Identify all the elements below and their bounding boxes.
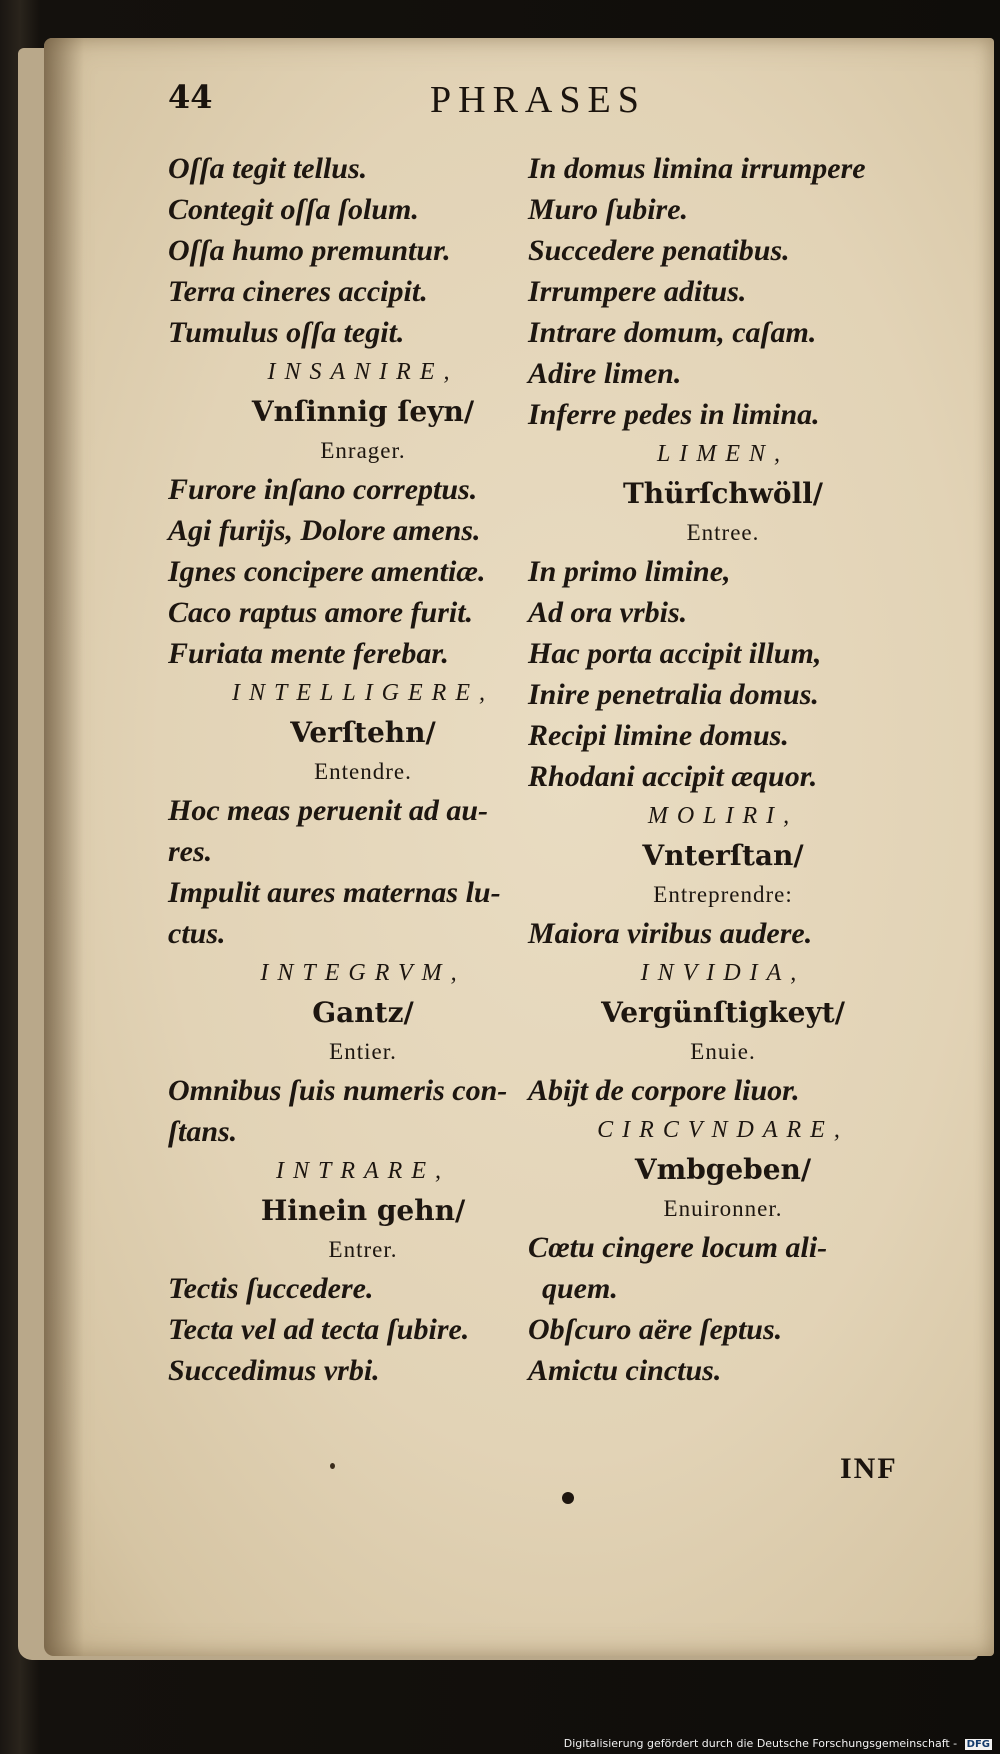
phrase-line: Impulit aures maternas lu-	[168, 876, 501, 909]
phrase-line: Tecta vel ad tecta ſubire.	[168, 1313, 470, 1346]
phrase-line: Terra cineres accipit.	[168, 275, 428, 308]
phrase-line: In domus limina irrumpere	[528, 152, 866, 185]
entry-heading: LIMEN,	[657, 441, 789, 467]
french-gloss: Entreprendre:	[653, 882, 793, 907]
german-gloss: Verſtehn/	[290, 716, 436, 749]
phrase-line: Intrare domum, caſam.	[528, 316, 817, 349]
entry-heading: INVIDIA,	[640, 960, 806, 986]
phrase-line: Hoc meas peruenit ad au-	[168, 794, 488, 827]
phrase-line: ſtans.	[168, 1115, 238, 1148]
french-gloss: Entree.	[686, 520, 760, 545]
ink-mark	[330, 1463, 335, 1469]
phrase-line: In primo limine,	[528, 555, 731, 588]
dfg-logo: DFG	[966, 1739, 990, 1750]
phrase-line: Caco raptus amore furit.	[168, 596, 474, 629]
phrase-line: Ad ora vrbis.	[528, 596, 688, 629]
credit-text: Digitalisierung gefördert durch die Deutsche Forschungsgemeinschaft -	[563, 1737, 958, 1750]
phrase-line: Tumulus oſſa tegit.	[168, 316, 405, 349]
entry-heading: INTEGRVM,	[260, 960, 466, 986]
german-gloss: Hinein gehn/	[260, 1194, 466, 1227]
phrase-line: Inferre pedes in limina.	[528, 398, 820, 431]
french-gloss: Entier.	[329, 1039, 397, 1064]
left-column	[168, 148, 558, 1391]
catchword: INF	[840, 1452, 898, 1485]
entry-heading: INTELLIGERE,	[231, 680, 494, 706]
german-gloss: Gantz/	[312, 996, 414, 1029]
phrase-line: Ignes concipere amentiæ.	[168, 555, 486, 588]
phrase-line: Rhodani accipit æquor.	[528, 760, 818, 793]
running-head: PHRASES	[430, 79, 646, 121]
phrase-line: Agi furijs, Dolore amens.	[168, 514, 481, 547]
page-header	[0, 78, 1000, 138]
phrase-line: Oſſa tegit tellus.	[168, 152, 368, 185]
german-gloss: Thürſchwöll/	[622, 477, 824, 510]
entry-heading: CIRCVNDARE,	[597, 1117, 849, 1143]
phrase-line: Maiora viribus audere.	[528, 917, 813, 950]
phrase-line: Hac porta accipit illum,	[528, 637, 822, 670]
phrase-line: ctus.	[168, 917, 226, 950]
phrase-line: Oſſa humo premuntur.	[168, 234, 451, 267]
phrase-line: Abijt de corpore liuor.	[528, 1074, 800, 1107]
german-gloss: Vmbgeben/	[634, 1153, 812, 1186]
french-gloss: Entendre.	[314, 759, 412, 784]
french-gloss: Enuironner.	[663, 1196, 783, 1221]
phrase-line: Inire penetralia domus.	[528, 678, 819, 711]
entry-heading: INSANIRE,	[267, 359, 459, 385]
german-gloss: Vnſinnig ſeyn/	[251, 395, 475, 428]
phrase-line: Succedimus vrbi.	[168, 1354, 380, 1387]
phrase-line: Obſcuro aëre ſeptus.	[528, 1313, 783, 1346]
right-column	[528, 148, 918, 1391]
phrase-line: res.	[168, 835, 213, 868]
phrase-line: Recipi limine domus.	[528, 719, 789, 752]
french-gloss: Enuie.	[690, 1039, 756, 1064]
ink-dot	[562, 1492, 574, 1504]
entry-heading: INTRARE,	[276, 1158, 450, 1184]
french-gloss: Entrer.	[328, 1237, 398, 1262]
phrase-line: Furore inſano correptus.	[168, 473, 478, 506]
gutter-shadow	[44, 38, 84, 1656]
phrase-line: Tectis ſuccedere.	[168, 1272, 374, 1305]
phrase-line: Omnibus ſuis numeris con-	[168, 1074, 508, 1107]
german-gloss: Vergünſtigkeyt/	[601, 996, 845, 1029]
phrase-line: Contegit oſſa ſolum.	[168, 193, 419, 226]
phrase-line: Amictu cinctus.	[528, 1354, 722, 1387]
page-number: 44	[168, 78, 213, 116]
phrase-line: Muro ſubire.	[528, 193, 689, 226]
phrase-line: Adire limen.	[528, 357, 682, 390]
phrase-line: quem.	[542, 1272, 618, 1305]
phrase-line: Irrumpere aditus.	[528, 275, 747, 308]
phrase-line: Furiata mente ferebar.	[168, 637, 449, 670]
french-gloss: Enrager.	[320, 438, 406, 463]
german-gloss: Vnterſtan/	[642, 839, 804, 872]
digitization-credit	[564, 1737, 992, 1750]
phrase-line: Cœtu cingere locum ali-	[528, 1231, 828, 1264]
phrase-line: Succedere penatibus.	[528, 234, 790, 267]
entry-heading: MOLIRI,	[647, 803, 799, 829]
